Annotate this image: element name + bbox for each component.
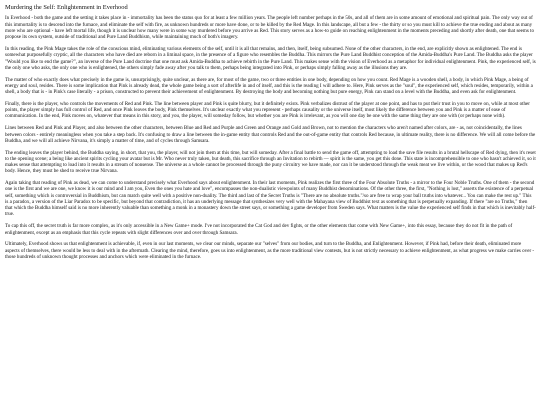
paragraph-2: In this reading, the Pink Mage takes the role of the conscious mind, eliminating various elements of the self, until it is all that remains, and then, itself, being subsumed. None of the other characters, in the end, are explicitly shown as enlightened. The end is somewhat purposefully cryptic, all the characters who have died are reborn in a liminal space, in the presence of a figure who resembles the Buddha. This mirrors the Pure Land Buddhist conception of the Amida-Buddha's Pure Land. The Buddha asks the player "Would you like to end the game?", an inverse of the Pure Land doctrine that one must ask Amida-Buddha to achieve rebirth in the Pure Land. This makes sense with the vision of Everhood as a metaphor for individual enlightenment. Pink, the experienced self, is the only one who asks, the only one who is enlightened, the others simply fade away after you talk to them, perhaps being integrated into Pink, or perhaps simply falling away as the illusions they are. <box>5 46 536 71</box>
essay-document <box>5 4 536 402</box>
paragraph-7: Again taking that reading of Pink as dead, we can come to understand precisely what Everhood says about enlightenment. In their last moments, Pink realizes the first three of the Four Absolute Truths - a mirror to the Four Noble Truths. One of them - the second one is the first and we are one, we know it is our mind and I am you, Even the ones you hate and love", encompasses the non-dualistic viewpoints of many Buddhist denominations. Of the other three, the first, "Nothing is lost," asserts the existence of a perpetual self, something which is controversial in Buddhism, but can match quite well with a positive non-duality. The third and last of the Secret Truths is "There are no absolute truths."/so are free to wrap your ball truths into whatever... You can make the rest up." This is a paradox, a version of the Liar Paradox to be specific, but beyond that contradiction, it has an underlying message that synthesizes very well with the Mahayana view of Buddhist text as something that is perpetually expanding. If there "are no Truths," then that which the Buddha himself said is no more inherently valuable than something a monk in a monastery down the street says, or something a game developer from Sweden says. What matters is the value the experienced self finds in that which is inevitably half-true. <box>5 180 536 218</box>
paragraph-3: The matter of who exactly does what precisely in the game is, unsurprisingly, quite unclear, as there are, for most of the game, two or three entities in one body, depending on how you count. Red Mage is a wooden shell, a body, in which Pink Mage, a being of energy and soul, resides. There is some implication that Pink is already dead, the whole game being a sort of afterlife in and of itself, and this is the reading I will adhere to. Here, Pink serves as the "soul", the experienced self, which resides, temporarily, within a shell, a body that is - in Pink's case literally - a prison, constructed to prevent their achievement of enlightenment. By destroying the body and becoming nothing but pure energy, Pink can stand on a level with the Buddha, and even ask for enlightenment. <box>5 76 533 96</box>
paragraph-8: To cap this off, the secret truth is far more complex, as it's only accessible in a New Game+ mode. I've not incorporated the Cat God and dev fights, or the other elements that come with New Game+, into this essay, because they do not fit in the path of enlightenment, except as an emphasis that this cycle repeats with slight differences over and over through Samsara. <box>5 223 513 236</box>
paragraph-9: Ultimately, Everhood shows us that enlightenment is achievable, if, even in our last moments, we clear our minds, separate our "selves" from our bodies, and turn to the Buddha, and Enlightenment. However, if Pink had, before their death, eliminated more aspects of themselves, there would be less to deal with in the aftermath. Clearing the mind, therefore, goes us into enlightenment, as the more traditional view contests, but is not strictly necessary to achieve enlightenment, as what progress we make carries over - those hundreds of unknown thought processes and anchors which were eliminated in the furnace. <box>5 241 535 260</box>
paragraph-1: In Everhood - both the game and the setting it takes place in - immortality has been the status quo for at least a few million years. The people left number perhaps in the 50s, and all of them are in some amount of emotional and spiritual pain. The only way out of this immortality is to descend into the furnace, and eliminate the self with fire, as unknown hundreds or more have done, or to be killed by the Red Mage. In this landscape, all but a few - the thirty or so you must kill to achieve the true ending and about as many more who are optional - have left mortal life, though it is unclear how many were in some way murdered before you arrive as Red. This story serves as a how-to guide on reaching enlightenment in the moments preceding and shortly after death, one that seems to propose its own system, outside of traditional and Pure Land Buddhism, while maintaining much of both's imagery. <box>5 15 534 41</box>
paragraph-4: Finally, there is the player, who controls the movements of Red and Pink. The line between player and Pink is quite blurry, but it definitely exists. Pink verbalizes distrust of the player at one point, and has to put their trust in you to move on, while at most other points, the player simply has full control of Red, and once Pink leaves the body, Pink themselves. It's unclear exactly what you represent - perhaps causality or the universe itself, most likely the difference between you and Pink is a matter of ease of communication. In the end, Pink moves on, whatever that means in this story, and you, the player, will someday follow, but whether you are Pink is irrelevant, as you will one day be one with the same thing they are one with (or perhaps none with). <box>5 100 530 120</box>
essay-title: Murdering the Self: Enlightenment in Everhood <box>5 4 128 11</box>
paragraph-5: Lines between Red and Pink and Player, and also between the other characters, between Blue and Red and Purple and Green and Orange and Gold and Brown, not to mention the characters who aren't named after colors, are - as, not coincidentally, the lines between colors - entirely meaningless when you take a step back. It's confusing to draw a line between the in-game entity that controls Red and the out-of-game entity that controls Red because, in ultimate reality, there is no difference. We will all come before the Buddha, and we will all achieve Nirvana, it's simply a matter of time, and of cycles through Samsara. <box>5 125 536 144</box>
paragraph-6: The ending leaves the player behind, the Buddha saying, in short, that you, the player, will not join them at this time, but will someday. After a final battle to send the game off, attempting to load the save file results in a brutal hellscape of Red dying, then it's reset to the opening scene; a being like ancient spirits cycling your avatar but is Mr. Who never truly taken, but death, this sacrifice through an Invitation to rebirth — spirit is the same, you get this done. This state is incomprehensible to one who hasn't achieved it, so it makes sense that attempting to load into it results in a stream of nonsense. The universe as a whole cannot be processed through the puny circuitry we have made, nor can it be understood through the weak meat we live within, or the wood that makes up Red's body. Hence, they must be shed to receive true Nirvana. <box>5 149 536 175</box>
